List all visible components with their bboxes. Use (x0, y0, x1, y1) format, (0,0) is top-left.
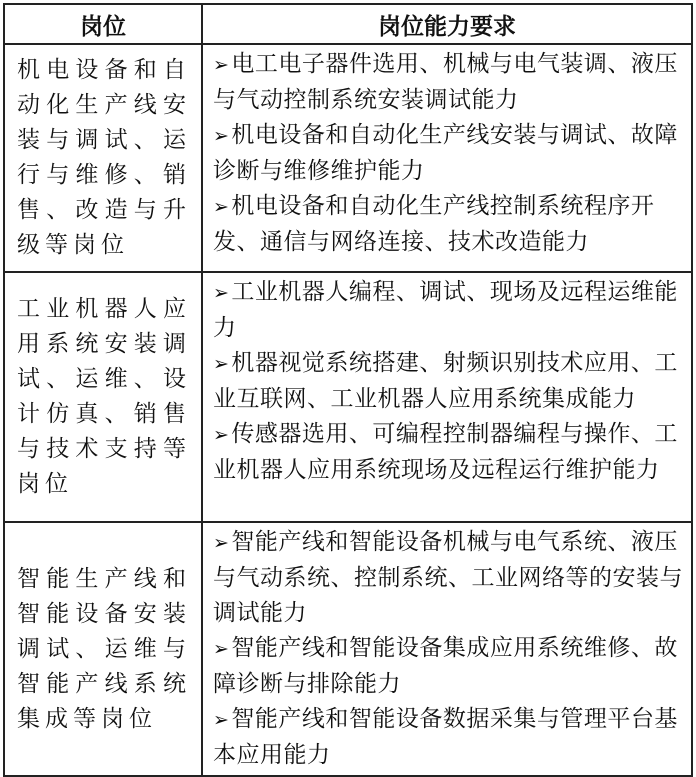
requirement-item: ➢机电设备和自动化生产线安装与调试、故障诊断与维修维护能力 (213, 118, 685, 189)
arrow-icon: ➢ (213, 196, 230, 218)
requirement-item: ➢传感器选用、可编程控制器编程与操作、工业机器人应用系统现场及远程运行维护能力 (213, 417, 685, 488)
requirement-item: ➢电工电子器件选用、机械与电气装调、液压与气动控制系统安装调试能力 (213, 47, 685, 118)
requirement-item: ➢工业机器人编程、调试、现场及远程运维能力 (213, 275, 685, 346)
table-row (4, 272, 692, 522)
requirement-item: ➢智能产线和智能设备机械与电气系统、液压与气动系统、控制系统、工业网络等的安装与调试能力 (213, 525, 685, 631)
requirements-cell (202, 44, 692, 272)
requirement-item: ➢智能产线和智能设备数据采集与管理平台基本应用能力 (213, 702, 685, 773)
header-requirements: 岗位能力要求 (202, 4, 692, 44)
arrow-icon: ➢ (213, 125, 230, 147)
header-position: 岗位 (4, 4, 202, 44)
header-row (4, 4, 692, 44)
arrow-icon: ➢ (213, 353, 230, 375)
requirements-cell (202, 522, 692, 776)
arrow-icon: ➢ (213, 282, 230, 304)
position-cell: 机电设备和自动化生产线安装与调试、运行与维修、销售、改造与升级等岗位 (4, 44, 202, 272)
position-requirements-table (3, 3, 693, 777)
position-cell: 智能生产线和智能设备安装调试、运维与智能产线系统集成等岗位 (4, 522, 202, 776)
table-row (4, 522, 692, 776)
requirement-item: ➢智能产线和智能设备集成应用系统维修、故障诊断与排除能力 (213, 631, 685, 702)
arrow-icon: ➢ (213, 424, 230, 446)
arrow-icon: ➢ (213, 709, 230, 731)
requirements-cell (202, 272, 692, 522)
table-row (4, 44, 692, 272)
arrow-icon: ➢ (213, 532, 230, 554)
arrow-icon: ➢ (213, 54, 230, 76)
position-cell: 工业机器人应用系统安装调试、运维、设计仿真、销售与技术支持等岗位 (4, 272, 202, 522)
requirement-item: ➢机器视觉系统搭建、射频识别技术应用、工业互联网、工业机器人应用系统集成能力 (213, 346, 685, 417)
requirement-item: ➢机电设备和自动化生产线控制系统程序开发、通信与网络连接、技术改造能力 (213, 189, 685, 260)
arrow-icon: ➢ (213, 638, 230, 660)
